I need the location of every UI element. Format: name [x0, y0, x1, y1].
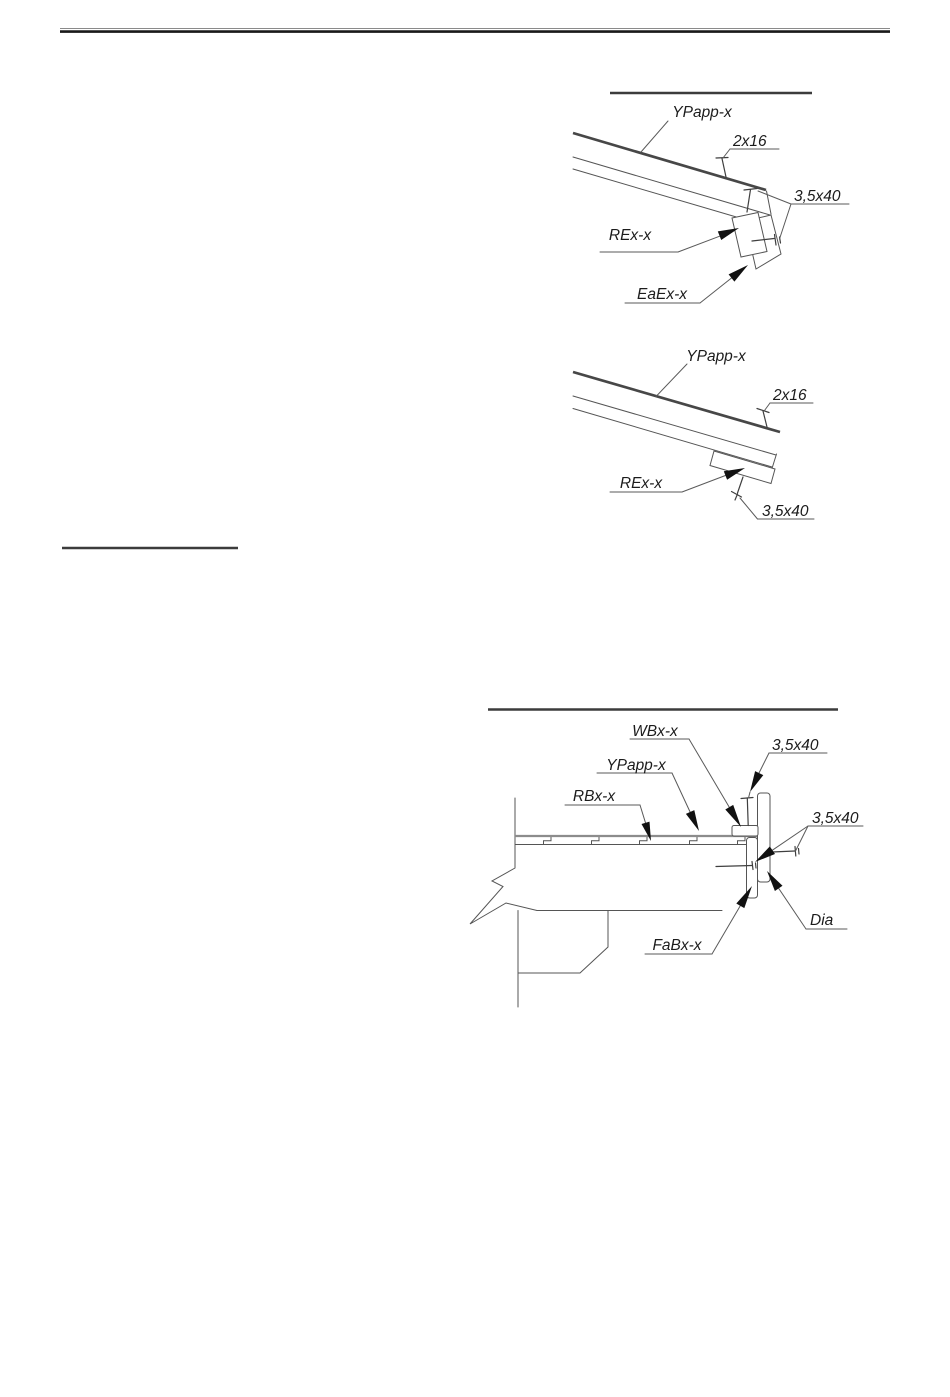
label-screw: 3,5x40 — [762, 503, 809, 520]
arrowhead-icon — [725, 805, 741, 827]
page-top-rule — [60, 29, 890, 32]
detail-eave-plain — [573, 348, 814, 520]
leader-lines — [600, 121, 849, 303]
label-batten-board: RBx-x — [572, 788, 616, 805]
label-screw-side: 3,5x40 — [812, 810, 859, 827]
label-fascia-board: REx-x — [608, 227, 652, 244]
label-fascia-board: REx-x — [619, 475, 663, 492]
roof-panel-lines — [573, 372, 780, 469]
label-verge-board: WBx-x — [632, 723, 678, 740]
detail-eave-with-fascia-boards — [573, 93, 849, 303]
label-screw: 3,5x40 — [794, 188, 841, 205]
diagonal-trim-board-dia — [758, 793, 771, 882]
detail-verge-edge — [470, 710, 863, 1008]
label-diagonal-trim: Dia — [810, 912, 834, 929]
label-roof-panel: YPapp-x — [606, 757, 666, 774]
label-screw-top: 3,5x40 — [772, 737, 819, 754]
arrowhead-icon — [729, 265, 748, 282]
verge-board-wbx — [732, 826, 758, 837]
arrowhead-icon — [750, 771, 763, 792]
label-roof-panel: YPapp-x — [686, 348, 746, 365]
screw-3-5x40-top-icon — [741, 798, 753, 826]
label-nail: 2x16 — [773, 387, 807, 404]
arrowhead-icon — [686, 810, 699, 831]
arrowhead-icon — [642, 822, 652, 841]
screw-3-5x40-icon — [732, 477, 744, 500]
label-roof-panel: YPapp-x — [672, 104, 732, 121]
deck-structure — [470, 798, 770, 1007]
label-eave-board: EaEx-x — [637, 286, 687, 303]
nail-2x16-icon — [757, 409, 769, 428]
screw-3-5x40-vertical-icon — [744, 189, 757, 213]
nail-2x16-icon — [716, 158, 728, 178]
label-nail: 2x16 — [733, 133, 767, 150]
label-fascia-board: FaBx-x — [652, 937, 702, 954]
